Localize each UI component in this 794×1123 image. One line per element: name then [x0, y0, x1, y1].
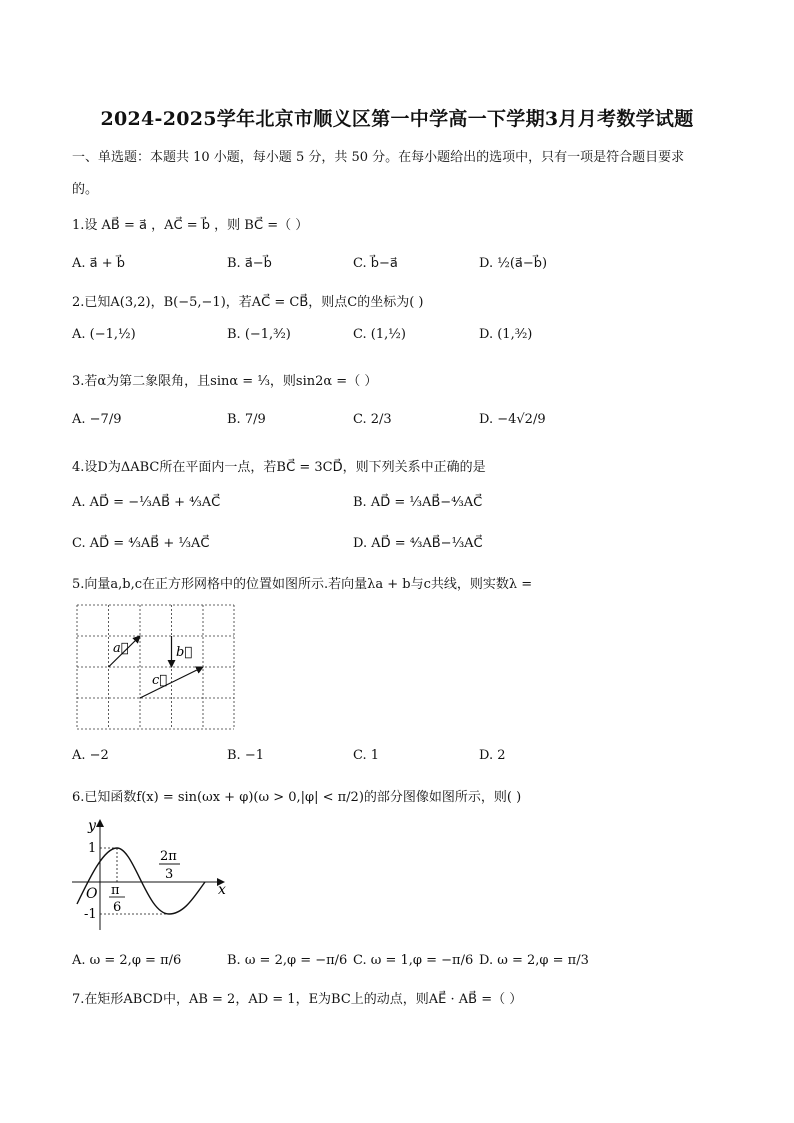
grid-lines — [77, 605, 234, 729]
q4-option-c: C. AD⃗ = ⁴⁄₃AB⃗ + ⅓AC⃗ — [72, 536, 210, 551]
vector-c-label: c⃗ — [152, 673, 168, 688]
sine-curve — [77, 848, 205, 914]
q5-option-c: C. 1 — [353, 748, 380, 763]
q6-option-d: D. ω = 2,φ = π/3 — [479, 953, 589, 968]
tick-neg-one: -1 — [84, 907, 97, 922]
tick-2pi-3-den: 3 — [165, 867, 174, 882]
vector-b-label: b⃗ — [176, 645, 193, 660]
q2-option-b: B. (−1,³⁄₂) — [227, 327, 291, 342]
q2-option-d: D. (1,³⁄₂) — [479, 327, 533, 342]
q5-option-d: D. 2 — [479, 748, 506, 763]
tick-pi-6-den: 6 — [113, 900, 122, 915]
q3-option-d: D. −4√2/9 — [479, 412, 546, 427]
q6-option-c: C. ω = 1,φ = −π/6 — [353, 953, 474, 968]
y-axis-label: y — [88, 818, 96, 834]
q6-option-b: B. ω = 2,φ = −π/6 — [227, 953, 348, 968]
q1-option-c: C. b⃗−a⃗ — [353, 256, 398, 271]
q3-option-b: B. 7/9 — [227, 412, 266, 427]
q2-option-a: A. (−1,½) — [72, 327, 136, 342]
q3-option-c: C. 2/3 — [353, 412, 392, 427]
q6-sine-graph — [72, 812, 234, 932]
vector-a-label: a⃗ — [113, 641, 129, 656]
section-instruction-cont: 的。 — [72, 182, 99, 197]
tick-one: 1 — [88, 841, 97, 856]
q1-option-a: A. a⃗ + b⃗ — [72, 256, 126, 271]
q4-option-b: B. AD⃗ = ⅓AB⃗−⁴⁄₃AC⃗ — [353, 495, 483, 510]
q5-option-b: B. −1 — [227, 748, 264, 763]
q3-option-a: A. −7/9 — [72, 412, 122, 427]
q4-stem: 4.设D为ΔABC所在平面内一点，若BC⃗ = 3CD⃗，则下列关系中正确的是 — [72, 460, 486, 475]
q5-stem: 5.向量a,b,c在正方形网格中的位置如图所示.若向量λa + b与c共线，则实数λ = — [72, 577, 533, 592]
page-title: 2024-2025学年北京市顺义区第一中学高一下学期3月月考数学试题 — [100, 108, 694, 130]
q2-option-c: C. (1,½) — [353, 327, 406, 342]
q1-stem: 1.设 AB⃗ = a⃗ ，AC⃗ = b⃗ ，则 BC⃗ =（ ） — [72, 218, 309, 233]
q6-option-a: A. ω = 2,φ = π/6 — [72, 953, 182, 968]
q2-stem: 2.已知A(3,2)，B(−5,−1)，若AC⃗ = CB⃗，则点C的坐标为( ) — [72, 295, 424, 310]
q4-option-a: A. AD⃗ = −⅓AB⃗ + ⁴⁄₃AC⃗ — [72, 495, 221, 510]
q1-option-d: D. ½(a⃗−b⃗) — [479, 256, 548, 271]
q5-grid-figure — [76, 604, 238, 732]
x-axis-label: x — [218, 882, 226, 898]
q4-option-d: D. AD⃗ = ⁴⁄₃AB⃗−⅓AC⃗ — [353, 536, 483, 551]
origin-label: O — [86, 886, 98, 902]
q5-option-a: A. −2 — [72, 748, 109, 763]
q7-stem: 7.在矩形ABCD中，AB = 2，AD = 1，E为BC上的动点，则AE⃗ · AB⃗ =（ ） — [72, 992, 523, 1007]
tick-2pi-3-num: 2π — [160, 849, 177, 864]
tick-pi-6-num: π — [111, 883, 120, 898]
q1-option-b: B. a⃗−b⃗ — [227, 256, 272, 271]
q3-stem: 3.若α为第二象限角，且sinα = ⅓，则sin2α =（ ） — [72, 374, 378, 389]
section-instruction: 一、单选题：本题共 10 小题，每小题 5 分，共 50 分。在每小题给出的选项中，只有一项是符合题目要求 — [72, 150, 685, 165]
q6-stem: 6.已知函数f(x) = sin(ωx + φ)(ω > 0,|φ| < π/2)的部分图像如图所示，则( ) — [72, 790, 522, 805]
